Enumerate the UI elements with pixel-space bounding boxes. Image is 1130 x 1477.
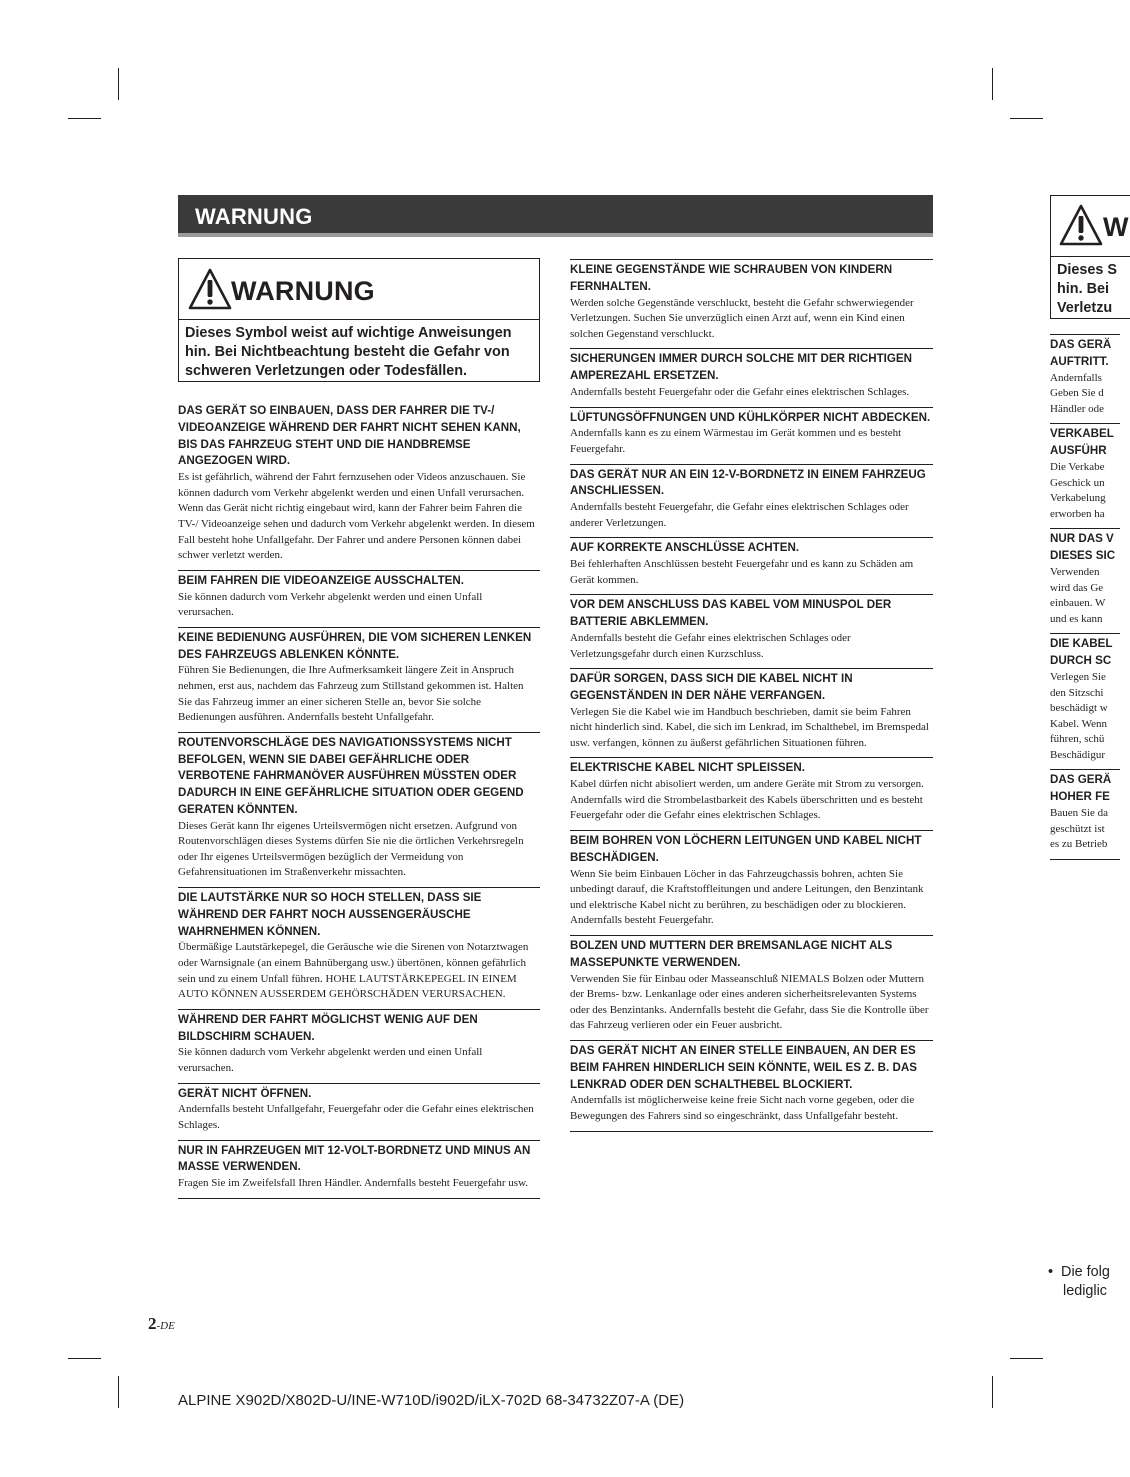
bullet-line: lediglic [1063, 1283, 1107, 1299]
next-page-item [1050, 423, 1120, 528]
warning-item [570, 464, 933, 538]
next-page-item-body [1050, 670, 1120, 764]
warning-item [178, 1083, 540, 1140]
bullet-icon: • [1048, 1264, 1062, 1280]
warning-item [570, 537, 933, 594]
crop-mark [992, 1376, 993, 1408]
right-column [570, 259, 933, 1132]
body-line: Kabel. Wenn [1050, 717, 1107, 730]
body-line: Die Verkabe [1050, 460, 1105, 473]
warning-item [570, 757, 933, 830]
page-number-value: 2 [148, 1314, 157, 1333]
body-line: es zu Betrieb [1050, 838, 1108, 851]
warning-item-title: BOLZEN UND MUTTERN DER BREMSANLAGE NICHT ALS MASSEPUNKTE VERWENDEN. [570, 939, 893, 969]
warning-item-title: AUF KORREKTE ANSCHLÜSSE ACHTEN. [570, 541, 800, 555]
crop-mark [118, 68, 119, 100]
warning-item [570, 348, 933, 406]
warning-symbol-box [178, 258, 540, 382]
warning-item [178, 1140, 540, 1199]
title-line: DAS GERÄ [1050, 773, 1112, 787]
title-line: DAS GERÄ [1050, 338, 1112, 351]
crop-mark [992, 68, 993, 100]
next-page-item-title [1050, 426, 1120, 460]
next-page-item-title [1050, 531, 1120, 565]
warning-triangle-icon [188, 268, 232, 310]
warning-item [178, 1009, 540, 1083]
warning-item-title: LÜFTUNGSÖFFNUNGEN UND KÜHLKÖRPER NICHT ABDECKEN. [570, 410, 931, 424]
warning-item-body: Andernfalls besteht Feuergefahr oder die Gefahr eines elektrischen Schlages. [570, 385, 910, 398]
next-page-warning-box [1050, 195, 1130, 319]
next-page-box-text [1051, 257, 1130, 318]
warning-item-title: NUR IN FAHRZEUGEN MIT 12-VOLT-BORDNETZ UND MINUS AN MASSE VERWENDEN. [178, 1143, 531, 1174]
next-page-item-body [1050, 565, 1120, 627]
warning-item-body: Dieses Gerät kann Ihr eigenes Urteilsvermögen nicht ersetzen. Aufgrund von Routenvorschlägen dieses Systems dürfen Sie nie die örtlichen Verkehrsregeln oder Ihr eigenes Urteilsvermögen bezüglich der Vermeidung von Gefahrensituationen im Straßenverkehr missachten. [178, 819, 524, 879]
warning-item-body: Wenn Sie beim Einbauen Löcher in das Fahrzeugchassis bohren, achten Sie unbedingt darauf, die Kraftstoffleitungen und andere Leitungen, den Benzintank und elektrische Kabel nicht zu berühren, zu beschädigen oder zu blockieren. Andernfalls besteht Feuergefahr. [570, 867, 924, 927]
warning-item [178, 627, 540, 732]
warning-item-title: KLEINE GEGENSTÄNDE WIE SCHRAUBEN VON KINDERN FERNHALTEN. [570, 263, 893, 293]
warning-item-body: Andernfalls kann es zu einem Wärmestau im Gerät kommen und es besteht Feuergefahr. [570, 427, 902, 455]
warning-item-body: Andernfalls besteht die Gefahr eines elektrischen Schlages oder Verletzungsgefahr durch einen Kurzschluss. [570, 631, 851, 660]
body-line: und es kann [1050, 612, 1103, 625]
next-page-item [1050, 769, 1120, 859]
next-page-item-title [1050, 772, 1120, 806]
warning-item-body: Kabel dürfen nicht abisoliert werden, um andere Geräte mit Strom zu versorgen. Andernfalls wird die Strombelastbarkeit des Kabels überschritten und es besteht Feuergefahr oder die Gefahr eines elektrischen Schlages. [570, 778, 924, 822]
warning-item [178, 887, 540, 1009]
left-column [178, 401, 540, 1199]
warning-item-body: Sie können dadurch vom Verkehr abgelenkt werden und einen Unfall verursachen. [178, 1046, 483, 1075]
warning-item-body: Andernfalls besteht Unfallgefahr, Feuergefahr oder die Gefahr eines elektrischen Schlages. [178, 1103, 534, 1131]
body-line: geschützt ist [1050, 822, 1105, 835]
crop-mark [1010, 1358, 1043, 1359]
warning-item [570, 830, 933, 935]
warning-item [570, 668, 933, 757]
warning-item [178, 732, 540, 887]
next-page-item-body [1050, 806, 1120, 853]
warning-item-body: Werden solche Gegenstände verschluckt, besteht die Gefahr schwerwiegender Verletzungen. Suchen Sie unverzüglich einen Arzt auf, wenn ein Kind einen solchen Gegenstand verschluckt. [570, 296, 914, 340]
warning-item [178, 570, 540, 627]
page-number [148, 1314, 175, 1334]
title-line: DURCH SC [1050, 654, 1112, 668]
next-page-box-header [1051, 196, 1130, 257]
body-line: Verkabelung [1050, 492, 1106, 505]
crop-mark [1010, 118, 1043, 119]
next-page-bullet [1048, 1263, 1110, 1301]
body-line: Verlegen Sie [1050, 670, 1106, 683]
warning-item-title: DIE LAUTSTÄRKE NUR SO HOCH STELLEN, DASS SIE WÄHREND DER FAHRT NOCH AUSSENGERÄUSCHE WAHRNEHMEN KÖNNEN. [178, 891, 482, 938]
body-line: erworben ha [1050, 507, 1105, 520]
title-line: NUR DAS V [1050, 532, 1114, 546]
warning-item-body: Verwenden Sie für Einbau oder Masseanschluß NIEMALS Bolzen oder Muttern der Brems- bzw. Lenkanlage oder eines anderen sicherheitsrelevanten Systems oder des Benzintanks. Andernfalls besteht die Gefahr, dass Sie die Kontrolle über das Fahrzeug verlieren oder ein Feuer ausbricht. [570, 972, 929, 1032]
page-number-suffix: -DE [156, 1320, 175, 1332]
body-line: Händler ode [1050, 402, 1105, 415]
body-line: Geschick un [1050, 476, 1105, 489]
warning-item-title: DAS GERÄT NUR AN EIN 12-V-BORDNETZ IN EINEM FAHRZEUG ANSCHLIESSEN. [570, 467, 926, 498]
crop-mark [68, 118, 101, 119]
warning-item-title: SICHERUNGEN IMMER DURCH SOLCHE MIT DER RICHTIGEN AMPEREZAHL ERSETZEN. [570, 352, 913, 383]
next-page-box-title: W [1103, 212, 1129, 242]
warning-item-title: ELEKTRISCHE KABEL NICHT SPLEISSEN. [570, 761, 805, 775]
warning-item-body: Übermäßige Lautstärkepegel, die Geräusche wie die Sirenen von Notarztwagen oder Warnsignale (an einem Bahnübergang usw.) übertönen, können gefährlich sein und zu einem Unfall führen. HOHE LAUTSTÄRKEPEGEL IN EINEM AUTO KÖNNEN AUSSERDEM GEHÖRSCHÄDEN VERURSACHEN. [178, 941, 529, 1001]
body-line: Andernfalls [1050, 371, 1102, 384]
section-banner [178, 195, 933, 237]
warning-item-body: Verlegen Sie die Kabel wie im Handbuch beschrieben, damit sie beim Fahren nicht hinderlich sind. Kabel, die sich im Lenkrad, im Schalthebel, im Bremspedal usw. verfangen, können zu äußerst gefährlichen Situationen führen. [570, 705, 929, 749]
warning-item-title: DAFÜR SORGEN, DASS SICH DIE KABEL NICHT IN GEGENSTÄNDEN IN DER NÄHE VERFANGEN. [570, 672, 853, 702]
warning-item-body: Sie können dadurch vom Verkehr abgelenkt werden und einen Unfall verursachen. [178, 590, 483, 619]
next-page-item [1050, 633, 1120, 769]
title-line: VERKABEL [1050, 427, 1114, 441]
warning-item [570, 594, 933, 668]
warning-item [570, 407, 933, 464]
next-page-box-line: Dieses S [1057, 262, 1118, 278]
warning-item-title: GERÄT NICHT ÖFFNEN. [178, 1086, 312, 1100]
title-line: DIESES SIC [1050, 549, 1116, 563]
warning-item-title: KEINE BEDIENUNG AUSFÜHREN, DIE VOM SICHEREN LENKEN DES FAHRZEUGS ABLENKEN KÖNNTE. [178, 630, 532, 661]
body-line: den Sitzschi [1050, 686, 1104, 699]
footer-print-info: ALPINE X902D/X802D-U/INE-W710D/i902D/iLX-702D 68-34732Z07-A (DE) [178, 1392, 685, 1409]
warning-item-title: DAS GERÄT NICHT AN EINER STELLE EINBAUEN, AN DER ES BEIM FAHREN HINDERLICH SEIN KÖNNTE, WEIL ES Z. B. DAS LENKRAD ODER DEN SCHALTHEBEL BLOCKIERT. [570, 1043, 917, 1091]
warning-item-body: Andernfalls ist möglicherweise keine freie Sicht nach vorne gegeben, oder die Bewegungen des Fahrers sind so eingeschränkt, dass Unfallgefahr besteht. [570, 1094, 915, 1122]
warning-item-body: Fragen Sie im Zweifelsfall Ihren Händler. Andernfalls besteht Feuergefahr usw. [178, 1177, 529, 1190]
warning-item [570, 1040, 933, 1132]
warning-item [570, 935, 933, 1040]
warning-item-title: BEIM BOHREN VON LÖCHERN LEITUNGEN UND KABEL NICHT BESCHÄDIGEN. [570, 834, 922, 864]
next-page-box-line: Verletzu [1057, 300, 1113, 316]
title-line: AUSFÜHR [1050, 444, 1107, 458]
next-page-box-line: hin. Bei [1057, 281, 1109, 297]
warning-box-header [179, 259, 539, 320]
warning-item-title: WÄHREND DER FAHRT MÖGLICHST WENIG AUF DEN BILDSCHIRM SCHAUEN. [178, 1012, 478, 1043]
body-line: Verwenden [1050, 565, 1100, 578]
next-page-item-title [1050, 337, 1120, 371]
warning-item-title: DAS GERÄT SO EINBAUEN, DASS DER FAHRER DIE TV-/ VIDEOANZEIGE WÄHREND DER FAHRT NICHT SEHEN KANN, BIS DAS FAHRZEUG STEHT UND DIE HANDBREMSE ANGEZOGEN WIRD. [178, 404, 521, 468]
body-line: Geben Sie d [1050, 387, 1104, 400]
bullet-line: Die folg [1061, 1264, 1110, 1280]
section-title: WARNUNG [195, 204, 313, 229]
warning-item-body: Bei fehlerhaften Anschlüssen besteht Feuergefahr und es kann zu Schäden am Gerät kommen. [570, 558, 914, 586]
warning-item [570, 259, 933, 348]
warning-item-body: Andernfalls besteht Feuergefahr, die Gefahr eines elektrischen Schlages oder anderer Verletzungen. [570, 501, 909, 529]
next-page-item [1050, 334, 1120, 423]
warning-item-body: Führen Sie Bedienungen, die Ihre Aufmerksamkeit längere Zeit in Anspruch nehmen, erst aus, nachdem das Fahrzeug zum Stillstand gekommen ist. Halten Sie das Fahrzeug immer an einer sicheren Stelle an, bevor Sie solche Bedienungen ausführen. Andernfalls besteht Unfallgefahr. [178, 664, 524, 724]
crop-mark [68, 1358, 101, 1359]
warning-item-body: Es ist gefährlich, während der Fahrt fernzusehen oder Videos anzuschauen. Sie können dadurch vom Verkehr abgelenkt werden und einen Unfall verursachen. Wenn das Gerät nicht richtig eingebaut wird, kann der Fahrer beim Fahren die TV-/ Videoanzeige sehen und dadurch vom Verkehr abgelenkt werden. In diesem Fall besteht hohe Unfallgefahr. Der Fahrer und andere Personen können dabei schwer verletzt werden. [178, 471, 535, 562]
body-line: Beschädigur [1050, 748, 1105, 761]
title-line: DIE KABEL [1050, 637, 1113, 651]
body-line: Bauen Sie da [1050, 807, 1109, 820]
warning-item-title: ROUTENVORSCHLÄGE DES NAVIGATIONSSYSTEMS NICHT BEFOLGEN, WENN SIE DABEI GEFÄHRLICHE ODER VERBOTENE FAHRMANÖVER AUSFÜHREN MÜSSTEN ODER DADURCH IN EINE GEFÄHRLICHE SITUATION ODER GEGEND GERATEN KÖNNTEN. [178, 735, 524, 816]
body-line: beschädigt w [1050, 702, 1108, 715]
title-line: AUFTRITT. [1050, 354, 1109, 368]
warning-triangle-icon [1059, 204, 1103, 246]
body-line: einbauen. W [1050, 597, 1106, 610]
warning-box-text: Dieses Symbol weist auf wichtige Anweisungen hin. Bei Nichtbeachtung besteht die Gefahr von schweren Verletzungen oder Todesfällen. [185, 325, 512, 379]
crop-mark [118, 1376, 119, 1408]
next-page-item-title [1050, 636, 1120, 670]
body-line: wird das Ge [1050, 581, 1104, 594]
next-page-column [1050, 334, 1120, 860]
warning-item [178, 401, 540, 570]
body-line: führen, schü [1050, 733, 1105, 746]
next-page-item-body [1050, 371, 1120, 418]
next-page-item-body [1050, 460, 1120, 522]
warning-item-title: VOR DEM ANSCHLUSS DAS KABEL VOM MINUSPOL DER BATTERIE ABKLEMMEN. [570, 598, 892, 629]
warning-item-title: BEIM FAHREN DIE VIDEOANZEIGE AUSSCHALTEN. [178, 573, 464, 587]
next-page-item [1050, 528, 1120, 633]
warning-box-title: WARNUNG [231, 276, 375, 306]
title-line: HOHER FE [1050, 790, 1110, 804]
